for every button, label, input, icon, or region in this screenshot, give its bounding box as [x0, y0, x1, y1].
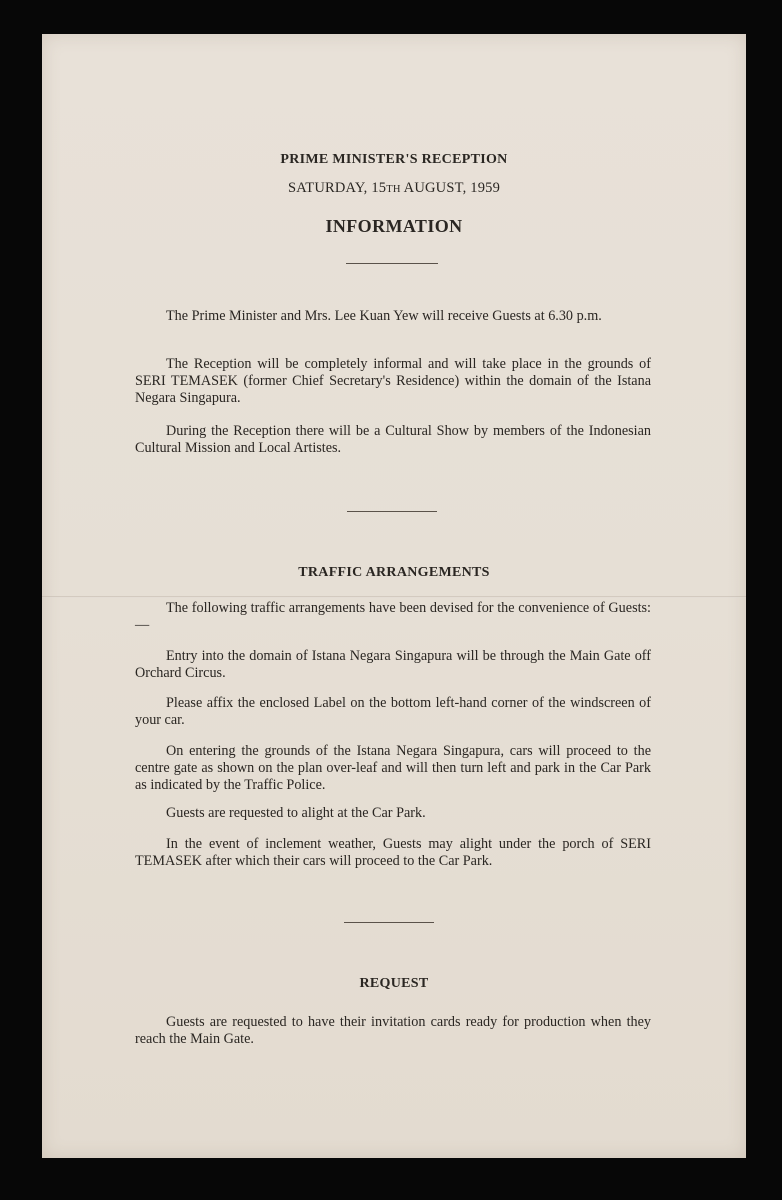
date-ordinal-suffix: TH [386, 184, 401, 195]
information-paragraph: During the Reception there will be a Cultural Show by members of the Indonesian Cultural Mission and Local Artistes. [135, 423, 651, 456]
event-date [42, 180, 746, 197]
information-paragraph: The Prime Minister and Mrs. Lee Kuan Yew will receive Guests at 6.30 p.m. [166, 308, 602, 324]
traffic-paragraph: Entry into the domain of Istana Negara Singapura will be through the Main Gate off Orchard Circus. [135, 648, 651, 681]
section-divider [347, 511, 437, 512]
date-rest: AUGUST, 1959 [400, 180, 501, 196]
traffic-heading: TRAFFIC ARRANGEMENTS [298, 565, 490, 580]
traffic-paragraph: Guests are requested to alight at the Car Park. [166, 805, 426, 821]
document-page [42, 34, 746, 1158]
traffic-paragraph: In the event of inclement weather, Guests may alight under the porch of SERI TEMASEK after which their cars will proceed to the Car Park. [135, 836, 651, 869]
traffic-paragraph: Please affix the enclosed Label on the bottom left-hand corner of the windscreen of your car. [135, 695, 651, 728]
date-prefix: SATURDAY, 15 [287, 180, 387, 196]
traffic-paragraph: On entering the grounds of the Istana Negara Singapura, cars will proceed to the centre gate as shown on the plan over-leaf and will then turn left and park in the Car Park as indicated by the Traffic Police. [135, 743, 651, 793]
information-heading: INFORMATION [325, 216, 463, 236]
request-paragraph: Guests are requested to have their invitation cards ready for production when they reach the Main Gate. [135, 1014, 651, 1047]
paper-fold-line [42, 596, 746, 598]
document-title: PRIME MINISTER'S RECEPTION [280, 152, 508, 167]
section-divider [346, 263, 438, 264]
section-divider [344, 922, 434, 923]
information-paragraph: The Reception will be completely informal and will take place in the grounds of SERI TEMASEK (former Chief Secretary's Residence) within the domain of the Istana Negara Singapura. [135, 356, 651, 406]
request-heading: REQUEST [359, 976, 429, 991]
traffic-paragraph: The following traffic arrangements have been devised for the convenience of Guests:— [135, 600, 651, 633]
